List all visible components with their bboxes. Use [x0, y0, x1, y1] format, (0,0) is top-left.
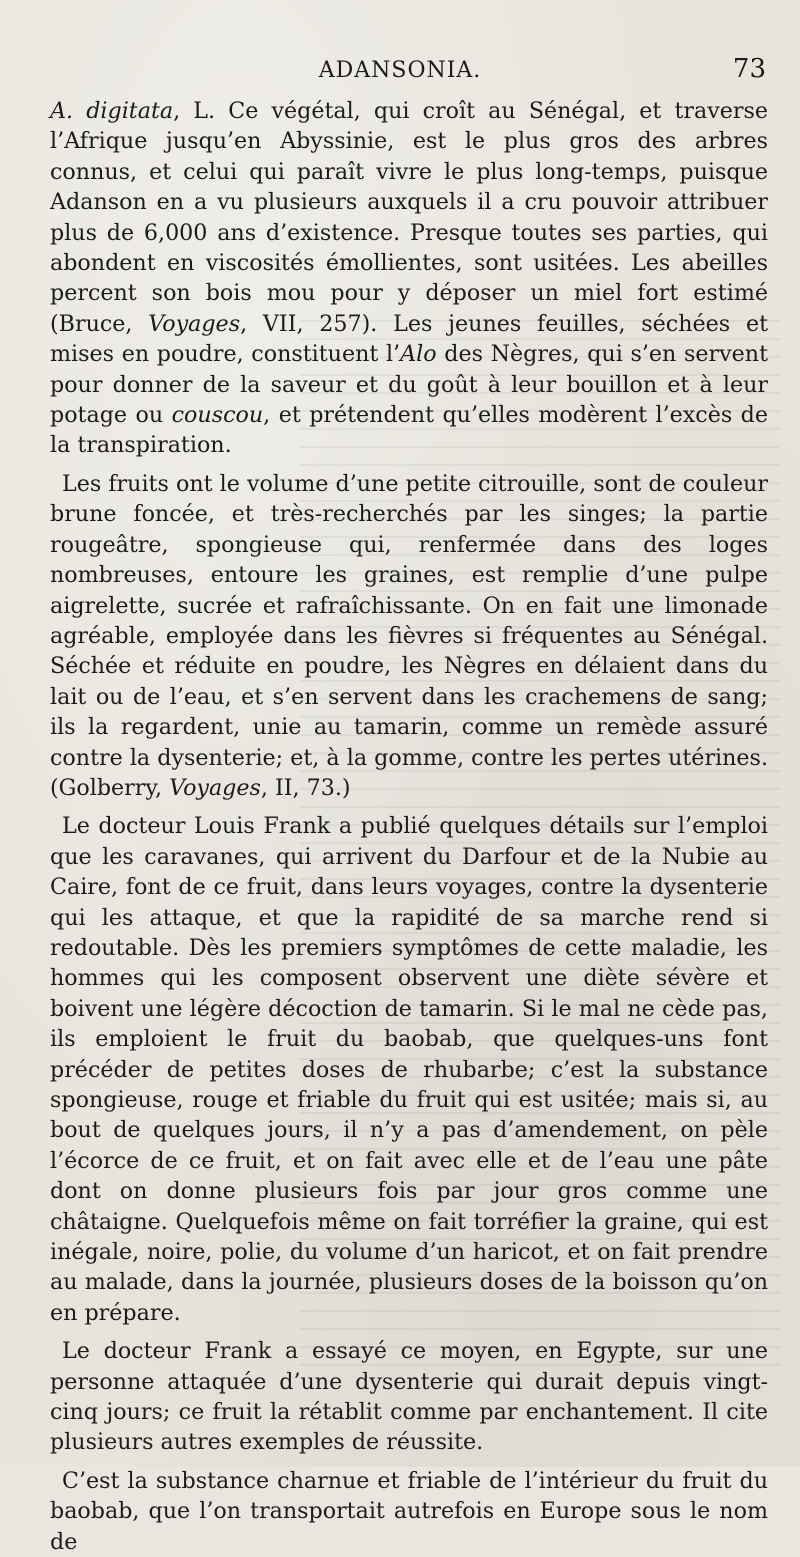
paragraph-1-emph-voyages: Voyages [148, 310, 241, 337]
paragraph-2 [50, 469, 768, 803]
paragraph-2-emph-voyages: Voyages [169, 774, 261, 801]
body-text [50, 96, 768, 1557]
page-header [0, 54, 800, 90]
paragraph-2-text-b: , II, 73.) [260, 774, 351, 801]
paragraph-1-text-b: , VII, 257). Les jeunes feuilles, séchées et mises en poudre, constituent l’ [50, 310, 768, 368]
running-head: ADANSONIA. [318, 58, 482, 83]
page-number: 73 [732, 54, 766, 84]
paragraph-3-text: Le docteur Louis Frank a publié quelques détails sur l’emploi que les caravanes, qui arrivent du Darfour et de la Nubie au Caire, font de ce fruit, dans leurs voyages, contre la dysenterie qui les attaque, et que la rapidité de sa marche rend si redoutable. Dès les premiers symptômes de cette maladie, les hommes qui les composent observent une diète sévère et boivent une légère décoction de tamarin. Si le mal ne cède pas, ils emploient le fruit du baobab, que quelques-uns font précéder de petites doses de rhubarbe; c’est la substance spongieuse, rouge et friable du fruit qui est usitée; mais si, au bout de quelques jours, il n’y a pas d’amendement, on pèle l’écorce de ce fruit, et on fait avec elle et de l’eau une pâte dont on donne plusieurs fois par jour gros comme une châtaigne. Quelquefois même on fait torréfier la graine, qui est inégale, noire, polie, du volume d’un haricot, et on fait prendre au malade, dans la journée, plusieurs doses de la boisson qu’on en prépare. [50, 813, 768, 1326]
paragraph-1 [50, 96, 768, 461]
paragraph-1-text-d: , et prétendent qu’elles modèrent l’excès de la transpiration. [50, 402, 769, 459]
paragraph-1-text-a: , L. Ce végétal, qui croît au Sénégal, et traverse l’Afrique jusqu’en Abyssinie, est le plus gros des arbres connus, et celui qui paraît vivre le plus long-temps, puisque Adanson en a vu plusieurs auxquels il a cru pouvoir attribuer plus de 6,000 ans d’existence. Presque toutes ses parties, qui abondent en viscosités émollientes, sont usitées. Les abeilles percent son bois mou pour y déposer un miel fort estimé (Bruce, [50, 98, 769, 337]
paragraph-1-emph-couscou: couscou [171, 402, 264, 429]
paragraph-3 [50, 811, 768, 1328]
species-name: A. digitata [50, 98, 174, 124]
paragraph-5 [50, 1466, 768, 1557]
paragraph-1-text-c: des Nègres, qui s’en servent pour donner de la saveur et du goût à leur bouillon et à leur potage ou [50, 341, 768, 429]
paragraph-2-text-a: Les fruits ont le volume d’une petite citrouille, sont de couleur brune foncée, et très-recherchés par les singes; la partie rougeâtre, spongieuse qui, renfermée dans des loges nombreuses, entoure les graines, est remplie d’une pulpe aigrelette, sucrée et rafraîchissante. On en fait une limonade agréable, employée dans les fièvres si fréquentes au Sénégal. Séchée et réduite en poudre, les Nègres en délaient dans du lait ou de l’eau, et s’en servent dans les crachemens de sang; ils la regardent, unie au tamarin, comme un remède assuré contre la dysenterie; et, à la gomme, contre les pertes utérines. (Golberry, [50, 470, 768, 801]
paragraph-5-text: C’est la substance charnue et friable de l’intérieur du fruit du baobab, que l’on transportait autrefois en Europe sous le nom de [50, 1467, 768, 1555]
paragraph-4-text: Le docteur Frank a essayé ce moyen, en Egypte, sur une personne attaquée d’une dysenterie qui durait depuis vingt-cinq jours; ce fruit la rétablit comme par enchantement. Il cite plusieurs autres exemples de réussite. [50, 1338, 768, 1456]
paragraph-1-emph-alo: Alo [400, 341, 437, 368]
paragraph-4 [50, 1336, 768, 1458]
